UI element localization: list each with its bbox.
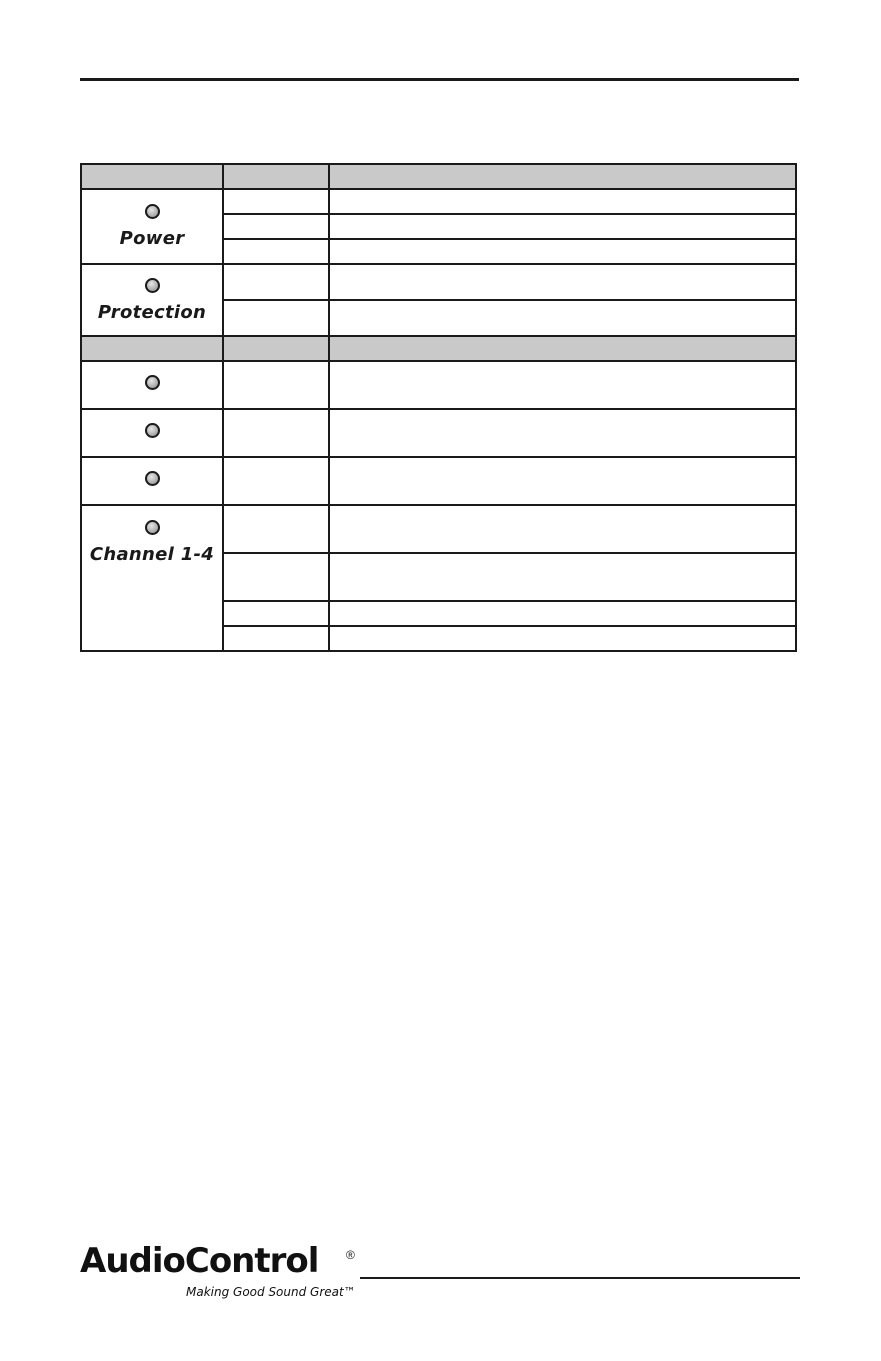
- channel-led-icon: [145, 520, 160, 535]
- description-cell: [329, 300, 796, 336]
- channel-label: Channel 1-4: [89, 544, 215, 565]
- brand-logo: AudioControl: [80, 1241, 319, 1281]
- indicator-cell: [81, 457, 223, 505]
- description-cell: [329, 626, 796, 651]
- top-rule: [80, 78, 799, 81]
- status-cell: [223, 505, 329, 553]
- status-cell: [223, 626, 329, 651]
- led-icon: [145, 375, 160, 390]
- table-subheader-row: [81, 336, 796, 361]
- protection-indicator-cell: [81, 264, 223, 336]
- status-cell: [223, 264, 329, 300]
- description-cell: [329, 601, 796, 626]
- description-cell: [329, 239, 796, 264]
- power-led-icon: [145, 204, 160, 219]
- header-cell-description: [329, 164, 796, 189]
- description-cell: [329, 189, 796, 214]
- header-cell-indicator: [81, 164, 223, 189]
- table-row: [81, 361, 796, 409]
- status-cell: [223, 361, 329, 409]
- description-cell: [329, 553, 796, 601]
- status-cell: [223, 409, 329, 457]
- table-row: [81, 409, 796, 457]
- description-cell: [329, 409, 796, 457]
- description-cell: [329, 505, 796, 553]
- table-row: [81, 264, 796, 300]
- status-cell: [223, 300, 329, 336]
- subheader-cell-status: [223, 336, 329, 361]
- status-cell: [223, 214, 329, 239]
- status-cell: [223, 553, 329, 601]
- protection-led-icon: [145, 278, 160, 293]
- registered-mark: ®: [346, 1248, 355, 1262]
- table-header-row: [81, 164, 796, 189]
- power-label: Power: [119, 228, 185, 249]
- description-cell: [329, 361, 796, 409]
- subheader-cell-indicator: [81, 336, 223, 361]
- table-row: [81, 505, 796, 553]
- led-icon: [145, 423, 160, 438]
- description-cell: [329, 264, 796, 300]
- header-cell-status: [223, 164, 329, 189]
- table-row: [81, 457, 796, 505]
- footer-rule: [360, 1277, 800, 1279]
- brand-tagline: Making Good Sound Great™: [186, 1285, 356, 1299]
- led-indicator-table: [80, 163, 797, 652]
- indicator-cell: [81, 409, 223, 457]
- status-cell: [223, 601, 329, 626]
- channel-indicator-cell: [81, 505, 223, 651]
- protection-label: Protection: [97, 301, 207, 323]
- power-indicator-cell: [81, 189, 223, 264]
- description-cell: [329, 214, 796, 239]
- table-row: [81, 189, 796, 214]
- description-cell: [329, 457, 796, 505]
- indicator-cell: [81, 361, 223, 409]
- status-cell: [223, 457, 329, 505]
- led-icon: [145, 471, 160, 486]
- subheader-cell-description: [329, 336, 796, 361]
- status-cell: [223, 239, 329, 264]
- status-cell: [223, 189, 329, 214]
